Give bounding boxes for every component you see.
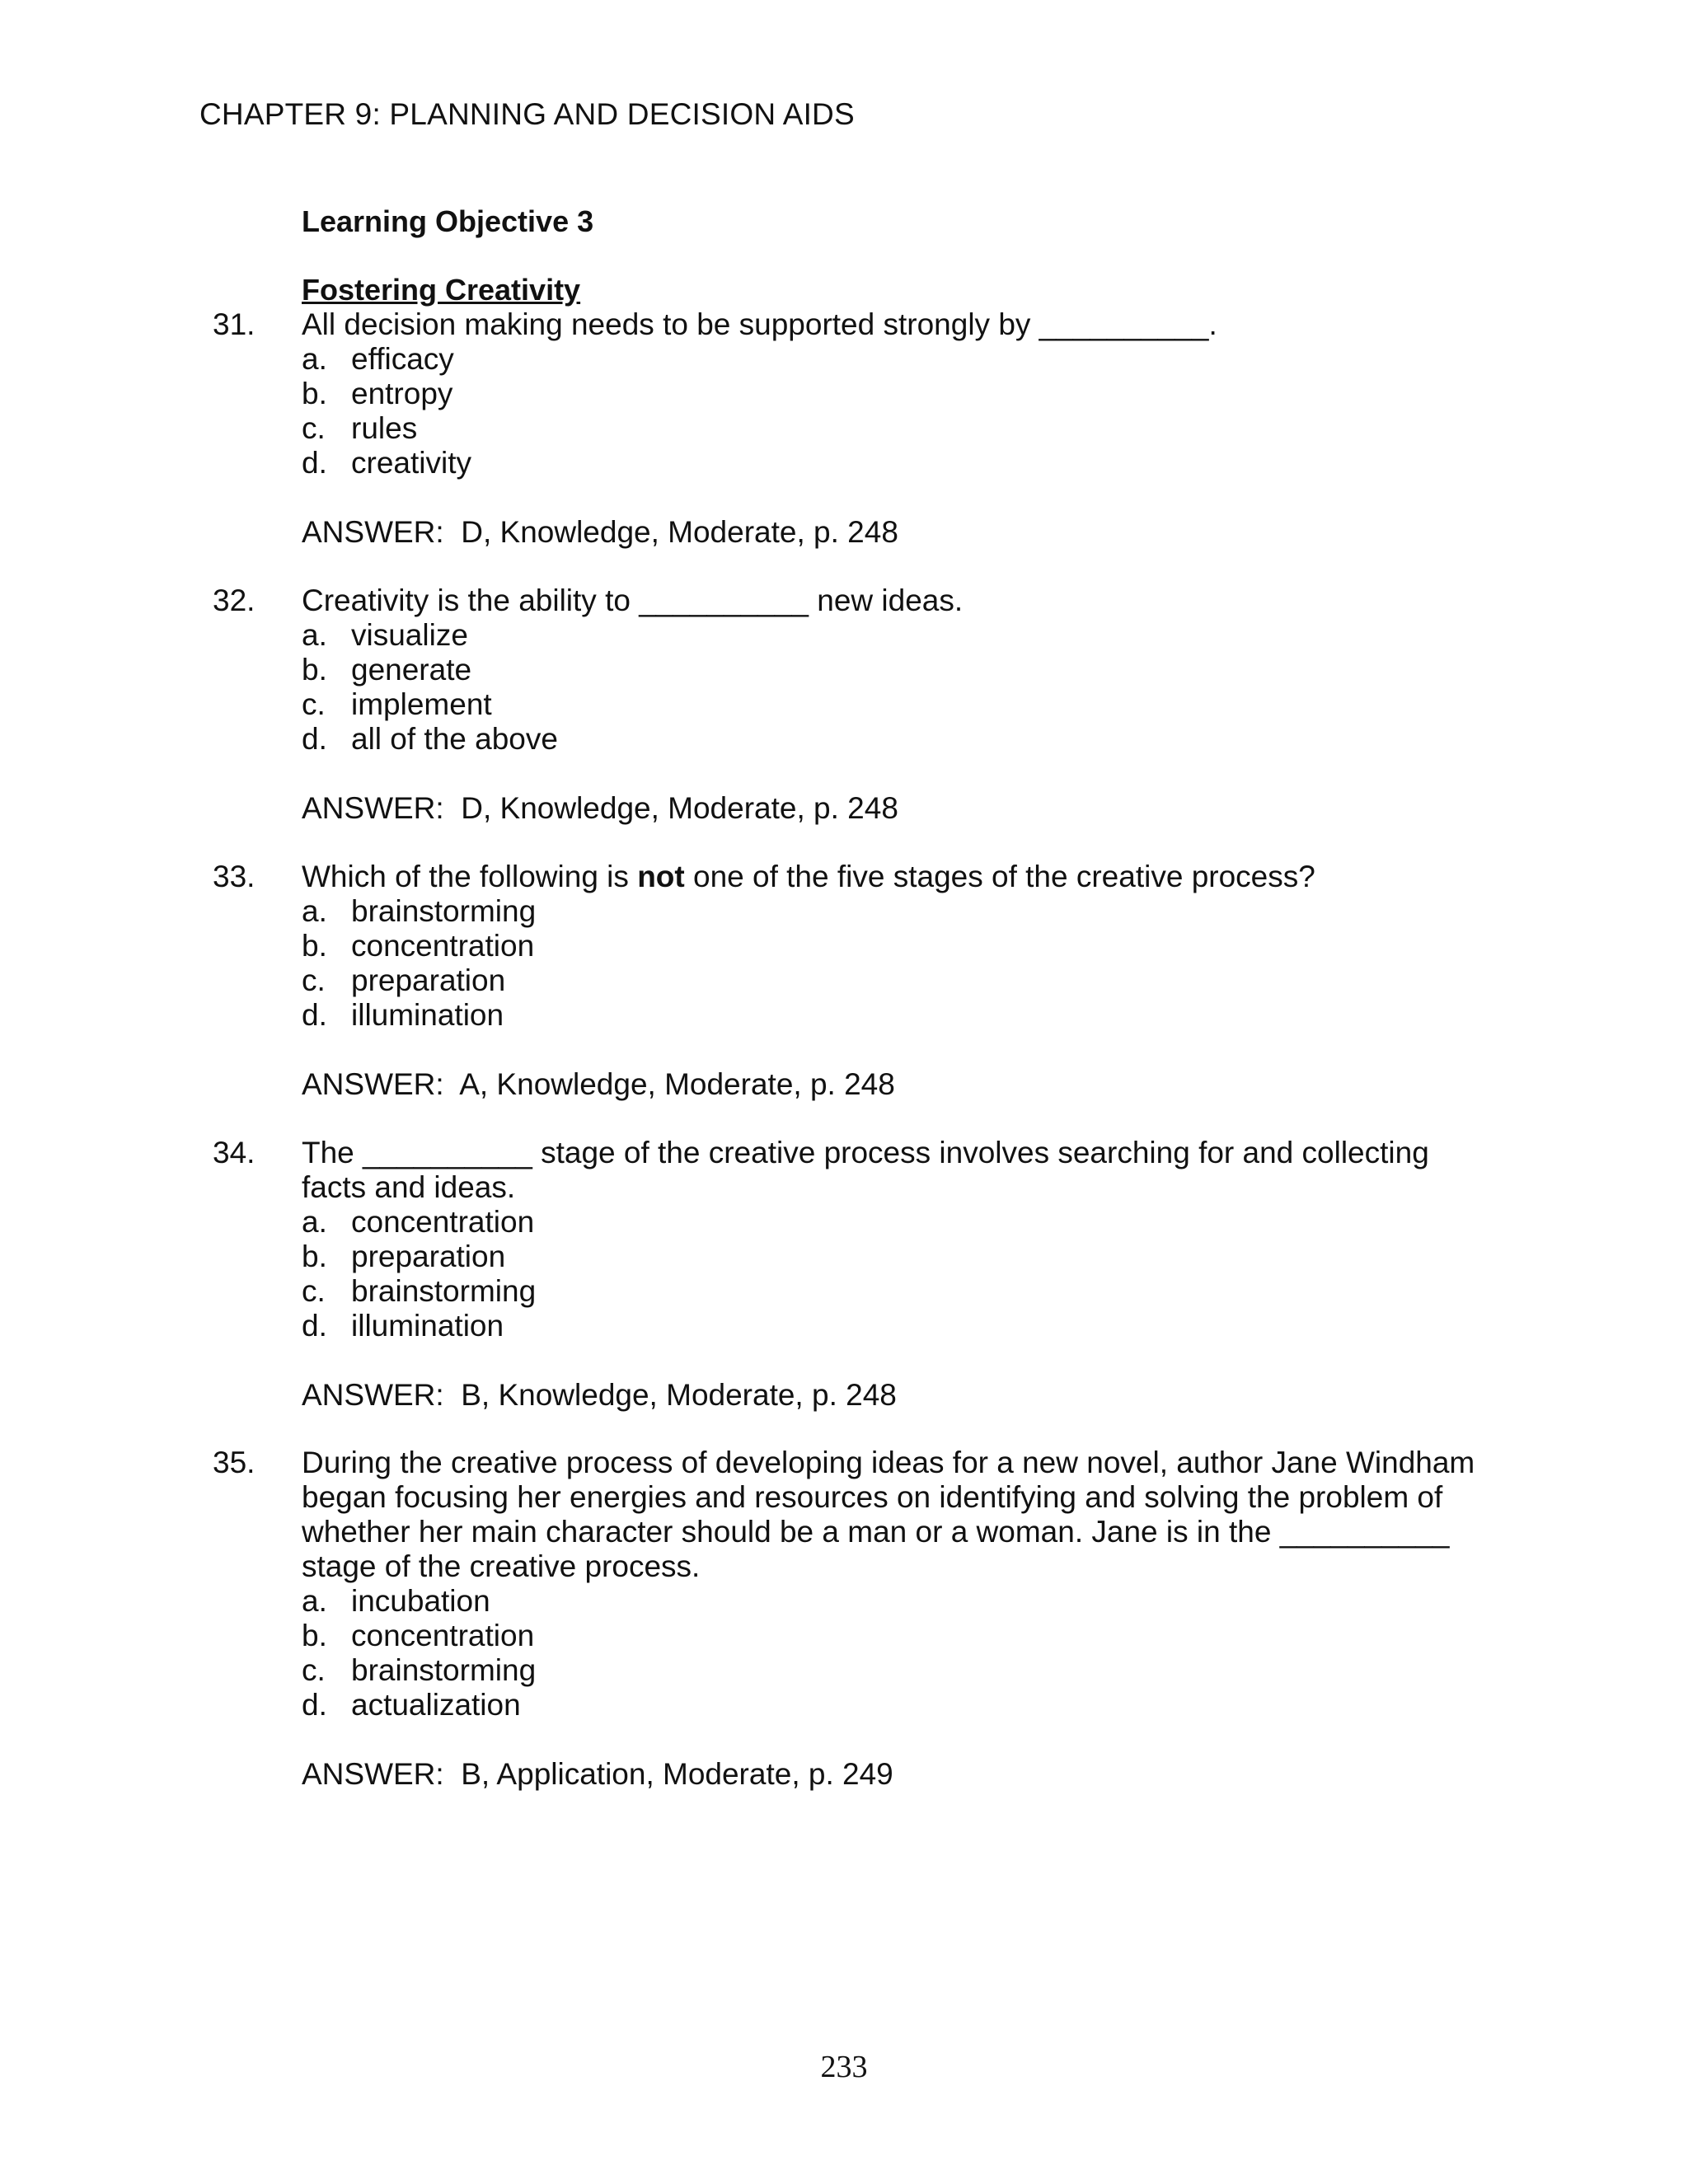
- option-letter: a.: [302, 1205, 327, 1239]
- stem-line: The __________ stage of the creative process involves searching for and collecting: [302, 1136, 1429, 1169]
- option-text: illumination: [351, 1309, 504, 1343]
- option-text: rules: [351, 411, 418, 445]
- option-letter: a.: [302, 618, 327, 652]
- question-stem: [302, 1136, 1513, 1205]
- option-letter: a.: [302, 894, 327, 928]
- option-letter: d.: [302, 446, 327, 480]
- answer-line: ANSWER: D, Knowledge, Moderate, p. 248: [302, 515, 898, 549]
- chapter-header: CHAPTER 9: PLANNING AND DECISION AIDS: [199, 97, 855, 131]
- option-letter: c.: [302, 1653, 326, 1687]
- option-letter: d.: [302, 1688, 327, 1722]
- answer-line: ANSWER: B, Application, Moderate, p. 249: [302, 1757, 893, 1791]
- option-letter: d.: [302, 722, 327, 756]
- question-stem: [302, 860, 1513, 894]
- option-text: brainstorming: [351, 1653, 537, 1687]
- option-text: efficacy: [351, 342, 454, 376]
- stem-line: Creativity is the ability to __________ new ideas.: [302, 583, 964, 617]
- option-text: implement: [351, 687, 492, 721]
- option-text: creativity: [351, 446, 471, 480]
- question-stem: [302, 1446, 1513, 1584]
- question-number: 35.: [213, 1446, 256, 1479]
- stem-text-before: Which of the following is: [302, 860, 638, 893]
- option-letter: c.: [302, 411, 326, 445]
- answer-line: ANSWER: A, Knowledge, Moderate, p. 248: [302, 1067, 895, 1101]
- option-text: brainstorming: [351, 1274, 537, 1308]
- stem-line: began focusing her energies and resources on identifying and solving the problem of: [302, 1480, 1443, 1514]
- stem-line: stage of the creative process.: [302, 1549, 701, 1583]
- option-letter: d.: [302, 998, 327, 1032]
- stem-line: [302, 860, 1513, 894]
- question-stem: [302, 307, 1513, 342]
- stem-line: whether her main character should be a man or a woman. Jane is in the __________: [302, 1515, 1450, 1549]
- option-text: illumination: [351, 998, 504, 1032]
- page-number: 233: [820, 2050, 868, 2084]
- option-letter: b.: [302, 1240, 327, 1273]
- stem-text-after: one of the five stages of the creative process?: [684, 860, 1315, 893]
- option-letter: a.: [302, 342, 327, 376]
- answer-line: ANSWER: B, Knowledge, Moderate, p. 248: [302, 1378, 897, 1412]
- answer-line: ANSWER: D, Knowledge, Moderate, p. 248: [302, 791, 898, 825]
- option-text: preparation: [351, 963, 506, 997]
- option-letter: a.: [302, 1584, 327, 1618]
- option-text: concentration: [351, 929, 535, 963]
- option-text: generate: [351, 653, 472, 687]
- option-letter: b.: [302, 1619, 327, 1652]
- option-letter: b.: [302, 653, 327, 687]
- question-number: 33.: [213, 860, 256, 893]
- option-letter: b.: [302, 929, 327, 963]
- section-heading: Fostering Creativity: [302, 273, 581, 307]
- option-text: preparation: [351, 1240, 506, 1273]
- option-text: visualize: [351, 618, 468, 652]
- option-letter: c.: [302, 1274, 326, 1308]
- option-text: incubation: [351, 1584, 490, 1618]
- option-letter: c.: [302, 963, 326, 997]
- option-text: all of the above: [351, 722, 558, 756]
- stem-line: facts and ideas.: [302, 1170, 516, 1204]
- option-text: brainstorming: [351, 894, 537, 928]
- option-letter: b.: [302, 377, 327, 410]
- option-letter: c.: [302, 687, 326, 721]
- learning-objective-heading: Learning Objective 3: [302, 204, 594, 238]
- option-letter: d.: [302, 1309, 327, 1343]
- option-text: concentration: [351, 1205, 535, 1239]
- question-number: 34.: [213, 1136, 256, 1169]
- option-text: actualization: [351, 1688, 521, 1722]
- stem-emphasis: not: [637, 860, 685, 893]
- question-number: 32.: [213, 583, 256, 617]
- question-number: 31.: [213, 307, 256, 341]
- option-text: entropy: [351, 377, 453, 410]
- stem-line: During the creative process of developing ideas for a new novel, author Jane Windham: [302, 1446, 1475, 1479]
- option-text: concentration: [351, 1619, 535, 1652]
- stem-line: All decision making needs to be supported strongly by __________.: [302, 307, 1217, 341]
- question-stem: [302, 583, 1513, 618]
